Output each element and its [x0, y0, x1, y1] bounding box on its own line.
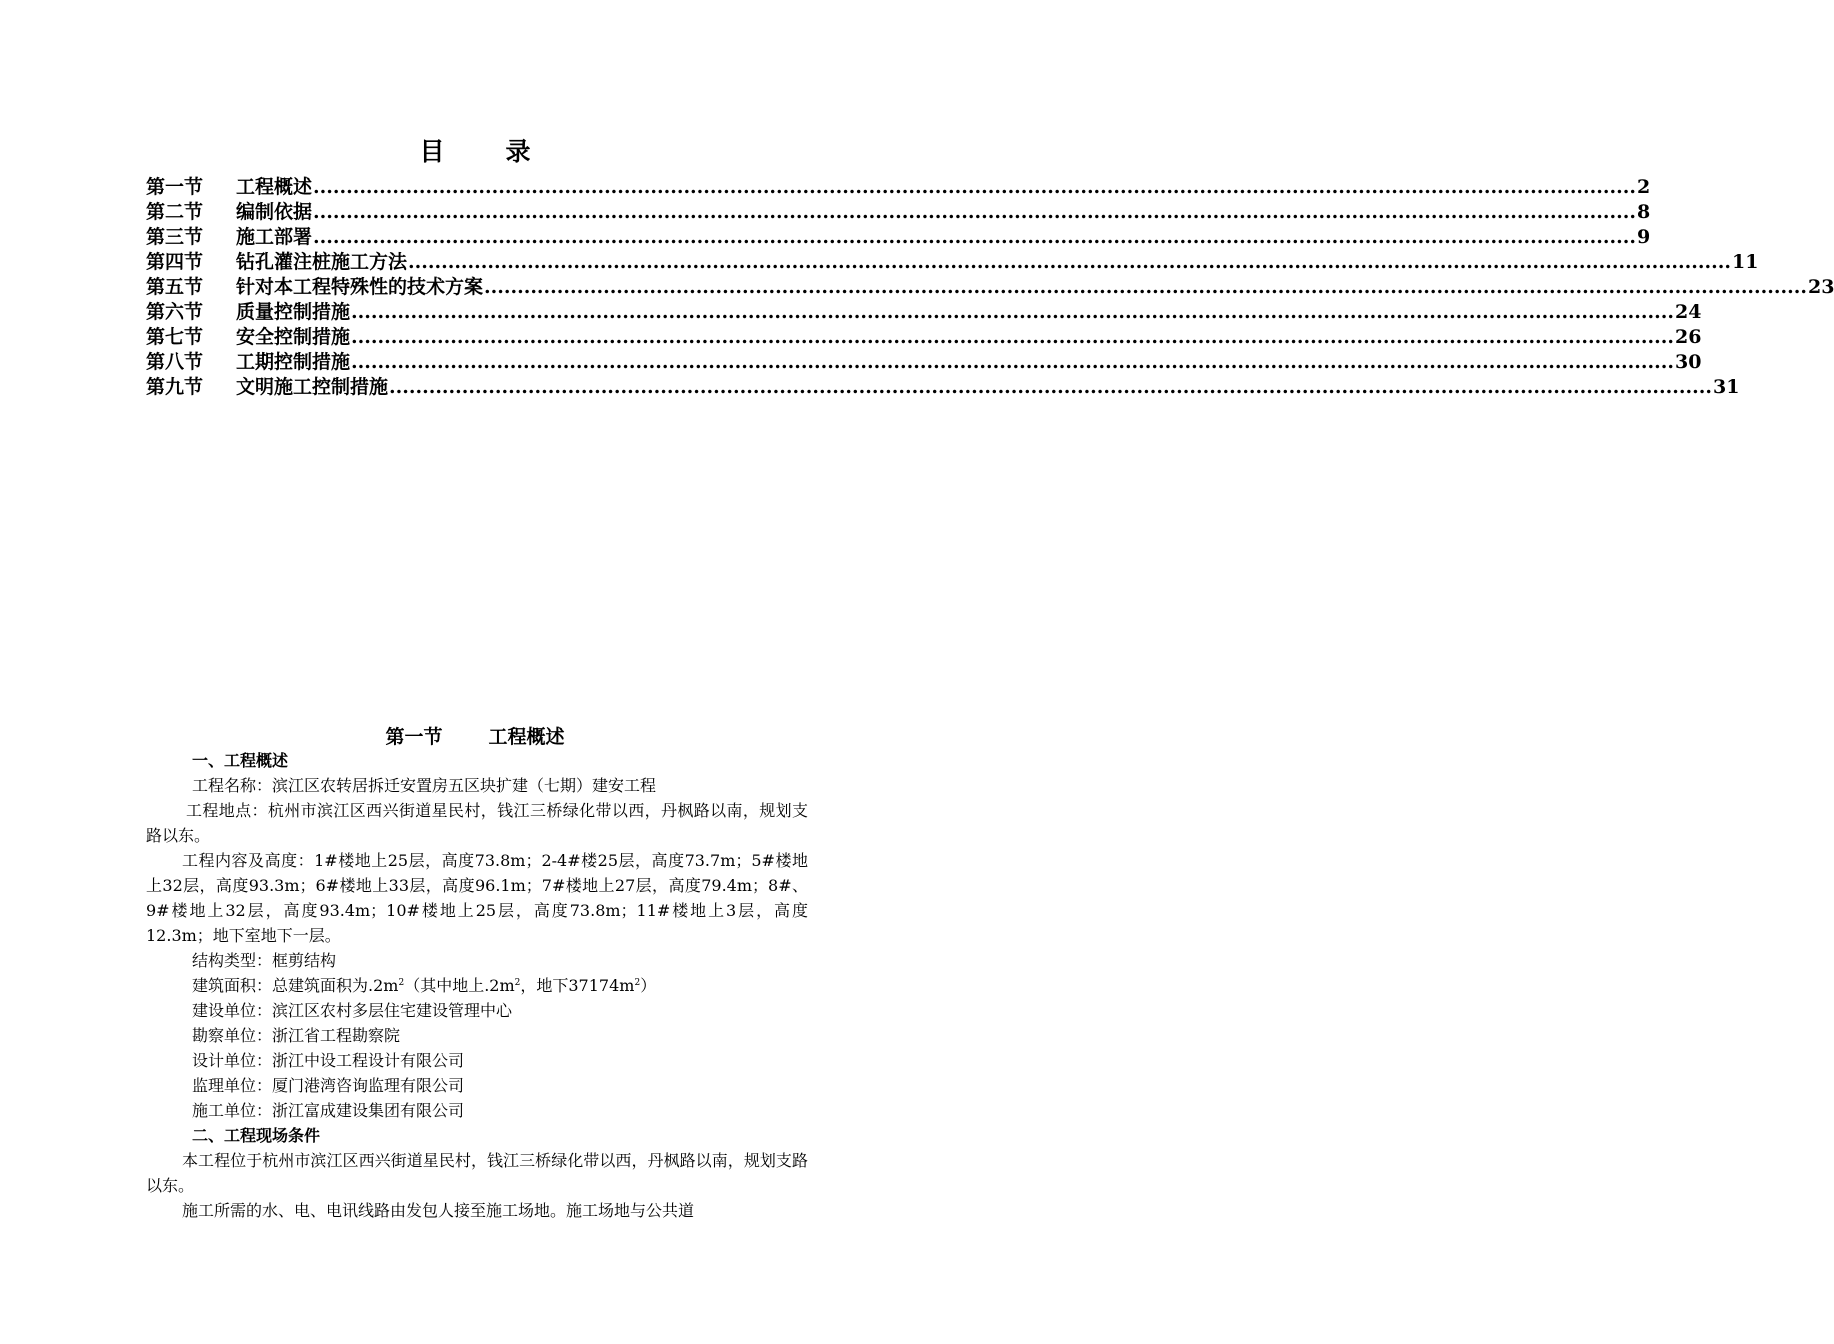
owner-unit: 建设单位：滨江区农村多层住宅建设管理中心	[192, 1001, 513, 1020]
toc-section-number: 第九节	[146, 376, 204, 398]
toc-section-number: 第三节	[146, 226, 204, 248]
structure-type: 结构类型：框剪结构	[192, 951, 337, 970]
section-title: 工程概述	[488, 726, 565, 748]
toc-section-number: 第四节	[146, 251, 204, 273]
section-heading	[0, 722, 950, 749]
survey-unit: 勘察单位：浙江省工程勘察院	[192, 1026, 401, 1045]
building-area: 建筑面积：总建筑面积为$.2m^2$（其中地上$.2m^2$，地下$37174m^2$）	[192, 976, 657, 995]
toc-entry[interactable]	[146, 175, 1651, 200]
toc-page-number: 23	[1807, 276, 1834, 298]
toc-page-number: 9	[1636, 226, 1651, 248]
toc-leader-dots: ........................................................................................................................................................................................................	[351, 351, 1674, 373]
site-paragraph-1: 本工程位于杭州市滨江区西兴街道星民村，钱江三桥绿化带以西，丹枫路以南，规划支路以东。	[146, 1151, 808, 1195]
toc-section-number: 第七节	[146, 326, 204, 348]
toc-entry[interactable]	[146, 200, 1651, 225]
toc-entry[interactable]	[146, 350, 1702, 375]
toc-section-name: 工期控制措施	[236, 351, 351, 373]
toc-section-name: 编制依据	[236, 201, 313, 223]
section-body	[146, 748, 808, 1223]
toc-leader-dots: ........................................................................................................................................................................................................	[484, 276, 1807, 298]
toc-leader-dots: ........................................................................................................................................................................................................	[389, 376, 1712, 398]
toc-page-number: 11	[1731, 251, 1759, 273]
toc-section-number: 第六节	[146, 301, 204, 323]
toc-page-number: 24	[1674, 301, 1702, 323]
toc-section-number: 第一节	[146, 176, 204, 198]
toc-page-number: 26	[1674, 326, 1702, 348]
toc-leader-dots: ........................................................................................................................................................................................................	[351, 301, 1674, 323]
subheading-overview: 一、工程概述	[192, 751, 289, 770]
toc-section-number: 第二节	[146, 201, 204, 223]
toc-entry[interactable]	[146, 375, 1740, 400]
toc-section-name: 安全控制措施	[236, 326, 351, 348]
project-content: 工程内容及高度：1#楼地上25层，高度73.8m；2-4#楼25层，高度73.7m；5#楼地上32层，高度93.3m；6#楼地上33层，高度96.1m；7#楼地上27层，高度79.4m；8#、9#楼地上32层，高度93.4m；10#楼地上25层，高度73.8m；11#楼地上3层，高度12.3m；地下室地下一层。	[146, 851, 808, 945]
toc-entry[interactable]	[146, 300, 1702, 325]
toc-leader-dots: ........................................................................................................................................................................................................	[351, 326, 1674, 348]
supervision-unit: 监理单位：厦门港湾咨询监理有限公司	[192, 1076, 465, 1095]
toc-section-name: 针对本工程特殊性的技术方案	[236, 276, 484, 298]
toc-entry[interactable]	[146, 250, 1759, 275]
toc-leader-dots: ........................................................................................................................................................................................................	[313, 176, 1636, 198]
toc-leader-dots: ........................................................................................................................................................................................................	[408, 251, 1731, 273]
construction-unit: 施工单位：浙江富成建设集团有限公司	[192, 1101, 465, 1120]
project-name: 工程名称：滨江区农转居拆迁安置房五区块扩建（七期）建安工程	[192, 776, 657, 795]
toc-page-number: 2	[1636, 176, 1651, 198]
subheading-site-conditions: 二、工程现场条件	[192, 1126, 321, 1145]
table-of-contents	[146, 175, 1834, 400]
toc-section-number: 第八节	[146, 351, 204, 373]
project-location: 工程地点：杭州市滨江区西兴街道星民村，钱江三桥绿化带以西，丹枫路以南，规划支路以东。	[146, 801, 808, 845]
design-unit: 设计单位：浙江中设工程设计有限公司	[192, 1051, 465, 1070]
toc-entry[interactable]	[146, 275, 1834, 300]
section-number: 第一节	[385, 726, 443, 748]
toc-leader-dots: ........................................................................................................................................................................................................	[313, 226, 1636, 248]
site-paragraph-2: 施工所需的水、电、电讯线路由发包人接至施工场地。施工场地与公共道	[182, 1201, 695, 1220]
toc-entry[interactable]	[146, 225, 1651, 250]
toc-section-number: 第五节	[146, 276, 204, 298]
toc-section-name: 施工部署	[236, 226, 313, 248]
toc-page-number: 31	[1712, 376, 1740, 398]
toc-section-name: 文明施工控制措施	[236, 376, 389, 398]
toc-entry[interactable]	[146, 325, 1702, 350]
toc-leader-dots: ........................................................................................................................................................................................................	[313, 201, 1636, 223]
toc-section-name: 工程概述	[236, 176, 313, 198]
toc-section-name: 钻孔灌注桩施工方法	[236, 251, 408, 273]
toc-page-number: 8	[1636, 201, 1651, 223]
toc-section-name: 质量控制措施	[236, 301, 351, 323]
toc-title: 目 录	[419, 137, 549, 166]
toc-page-number: 30	[1674, 351, 1702, 373]
